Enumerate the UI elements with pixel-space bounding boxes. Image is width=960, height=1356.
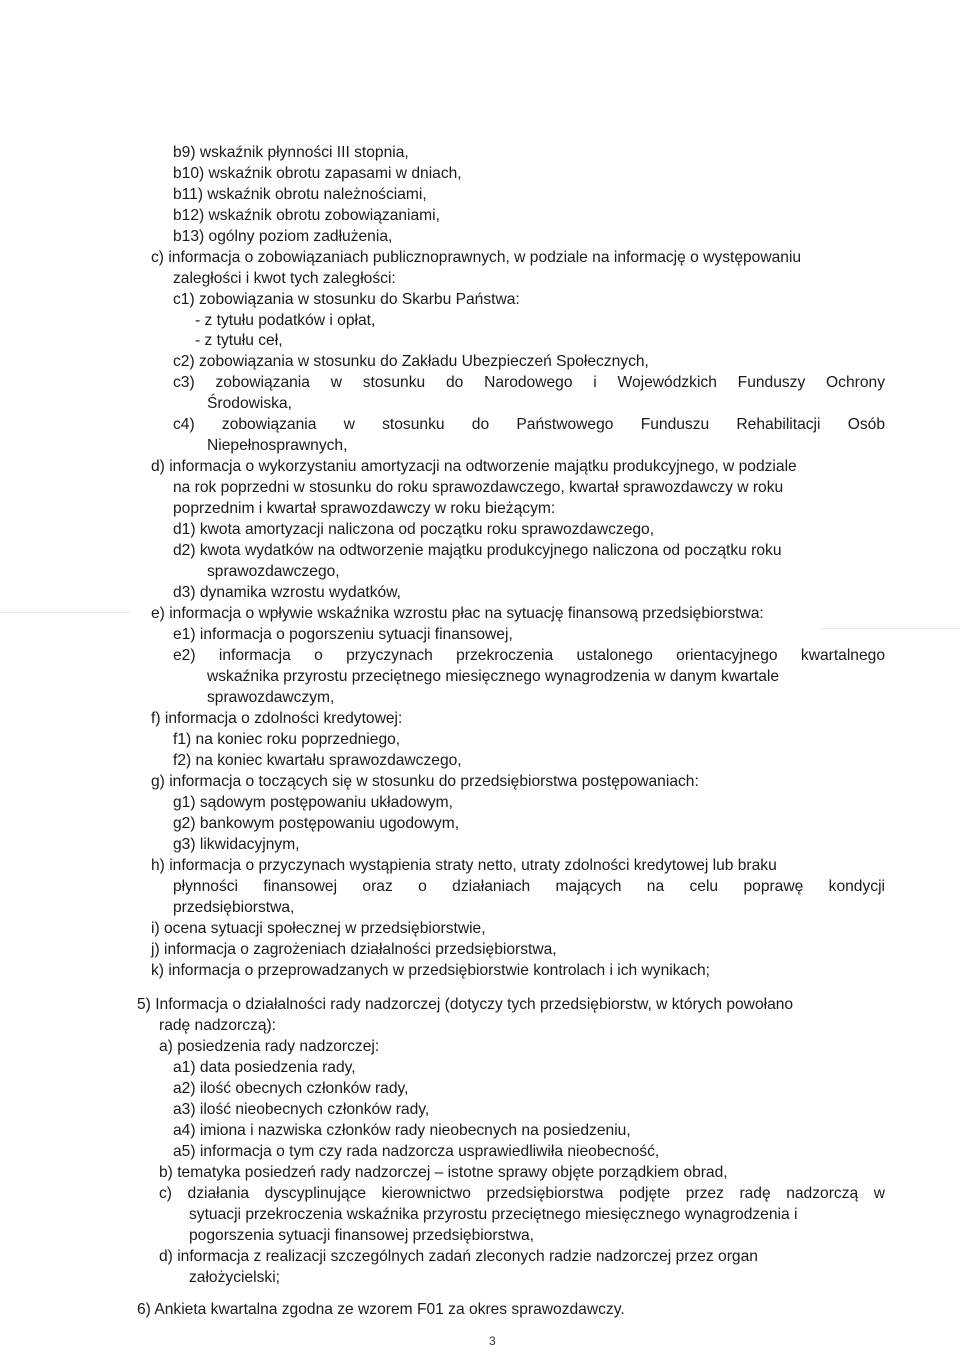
text-line: Niepełnosprawnych, (207, 437, 348, 454)
text-line: b) tematyka posiedzeń rady nadzorczej – istotne sprawy objęte porządkiem obrad, (159, 1164, 728, 1181)
text-line: a4) imiona i nazwiska członków rady nieobecnych na posiedzeniu, (173, 1122, 631, 1139)
text-line: e) informacja o wpływie wskaźnika wzrostu płac na sytuację finansową przedsiębiorstwa: (151, 605, 764, 622)
page-number: 3 (489, 1334, 496, 1348)
text-line: b12) wskaźnik obrotu zobowiązaniami, (173, 207, 440, 224)
text-line: Środowiska, (207, 395, 292, 412)
text-line: h) informacja o przyczynach wystąpienia straty netto, utraty zdolności kredytowej lub braku (151, 857, 777, 874)
scan-artifact-line (820, 628, 960, 629)
text-line: g1) sądowym postępowaniu układowym, (173, 794, 453, 811)
text-line: sprawozdawczego, (207, 563, 340, 580)
text-line: d1) kwota amortyzacji naliczona od początku roku sprawozdawczego, (173, 521, 655, 538)
text-line: c2) zobowiązania w stosunku do Zakładu Ubezpieczeń Społecznych, (173, 353, 649, 370)
text-line: pogorszenia sytuacji finansowej przedsiębiorstwa, (189, 1227, 534, 1244)
text-line: d) informacja z realizacji szczególnych zadań zleconych radzie nadzorczej przez organ (159, 1248, 758, 1265)
text-line: na rok poprzedni w stosunku do roku sprawozdawczego, kwartał sprawozdawczy w roku (173, 479, 784, 496)
text-line: i) ocena sytuacji społecznej w przedsiębiorstwie, (151, 920, 486, 937)
text-line: d3) dynamika wzrostu wydatków, (173, 584, 401, 601)
text-line: e2) informacja o przyczynach przekroczenia ustalonego orientacyjnego kwartalnego (173, 647, 885, 664)
text-line: wskaźnika przyrostu przeciętnego miesięcznego wynagrodzenia w danym kwartale (207, 668, 780, 685)
text-line: zaległości i kwot tych zaległości: (173, 270, 396, 287)
text-line: radę nadzorczą): (159, 1017, 277, 1034)
text-line: g) informacja o toczących się w stosunku do przedsiębiorstwa postępowaniach: (151, 773, 699, 790)
text-line: sytuacji przekroczenia wskaźnika przyrostu przeciętnego miesięcznego wynagrodzenia i (189, 1206, 798, 1223)
text-line: poprzednim i kwartał sprawozdawczy w roku bieżącym: (173, 500, 556, 517)
text-line: c4) zobowiązania w stosunku do Państwowego Funduszu Rehabilitacji Osób (173, 416, 885, 433)
text-line: płynności finansowej oraz o działaniach mających na celu poprawę kondycji (173, 878, 885, 895)
text-line: a2) ilość obecnych członków rady, (173, 1080, 409, 1097)
text-line: a1) data posiedzenia rady, (173, 1059, 356, 1076)
text-line: założycielski; (189, 1269, 280, 1286)
text-line: c) działania dyscyplinujące kierownictwo przedsiębiorstwa podjęte przez radę nadzorczą w (159, 1185, 885, 1202)
text-line: f2) na koniec kwartału sprawozdawczego, (173, 752, 462, 769)
text-line: - z tytułu podatków i opłat, (195, 312, 376, 329)
text-line: d2) kwota wydatków na odtworzenie majątku produkcyjnego naliczona od początku roku (173, 542, 782, 559)
text-line: 5) Informacja o działalności rady nadzorczej (dotyczy tych przedsiębiorstw, w których powołano (137, 996, 794, 1013)
text-line: - z tytułu ceł, (195, 332, 283, 349)
text-line: a5) informacja o tym czy rada nadzorcza usprawiedliwiła nieobecność, (173, 1143, 660, 1160)
text-line: g3) likwidacyjnym, (173, 836, 300, 853)
text-line: d) informacja o wykorzystaniu amortyzacji na odtworzenie majątku produkcyjnego, w podziale (151, 458, 797, 475)
text-line: b9) wskaźnik płynności III stopnia, (173, 144, 409, 161)
text-line: c3) zobowiązania w stosunku do Narodowego i Wojewódzkich Funduszy Ochrony (173, 374, 885, 391)
text-line: b10) wskaźnik obrotu zapasami w dniach, (173, 165, 462, 182)
text-line: przedsiębiorstwa, (173, 899, 295, 916)
text-line: g2) bankowym postępowaniu ugodowym, (173, 815, 460, 832)
text-line: a3) ilość nieobecnych członków rady, (173, 1101, 430, 1118)
text-line: k) informacja o przeprowadzanych w przedsiębiorstwie kontrolach i ich wynikach; (151, 962, 711, 979)
text-line: c) informacja o zobowiązaniach publicznoprawnych, w podziale na informację o występowaniu (151, 249, 802, 266)
text-line: sprawozdawczym, (207, 689, 335, 706)
text-line: c1) zobowiązania w stosunku do Skarbu Państwa: (173, 291, 520, 308)
text-line: f1) na koniec roku poprzedniego, (173, 731, 401, 748)
scan-artifact-line (0, 612, 130, 613)
text-line: f) informacja o zdolności kredytowej: (151, 710, 403, 727)
text-line: a) posiedzenia rady nadzorczej: (159, 1038, 380, 1055)
text-line: e1) informacja o pogorszeniu sytuacji finansowej, (173, 626, 513, 643)
text-line: b13) ogólny poziom zadłużenia, (173, 228, 393, 245)
text-line: 6) Ankieta kwartalna zgodna ze wzorem F01 za okres sprawozdawczy. (137, 1301, 625, 1318)
text-line: j) informacja o zagrożeniach działalności przedsiębiorstwa, (151, 941, 557, 958)
text-line: b11) wskaźnik obrotu należnościami, (173, 186, 427, 203)
